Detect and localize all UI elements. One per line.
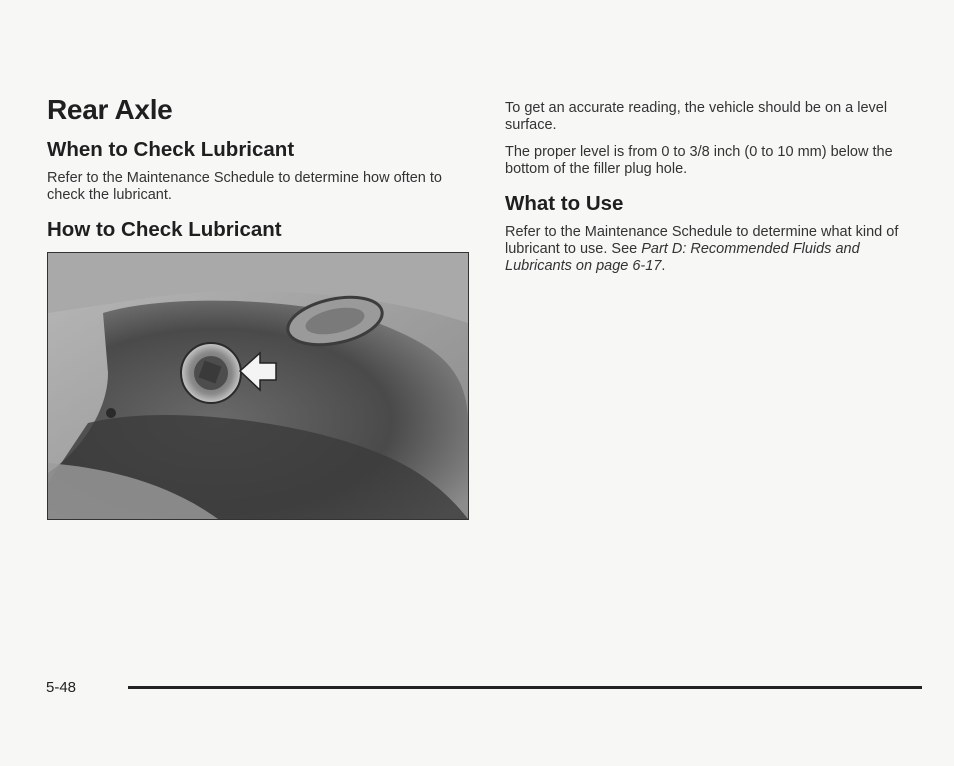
when-to-check-heading: When to Check Lubricant: [47, 138, 295, 161]
what-to-use-end: .: [661, 258, 666, 274]
axle-photo-illustration: [48, 253, 468, 519]
when-to-check-text: Refer to the Maintenance Schedule to determine how often to check the lubricant.: [47, 170, 442, 203]
what-to-use-heading: What to Use: [505, 192, 624, 215]
accurate-reading-text: To get an accurate reading, the vehicle should be on a level surface.: [505, 100, 888, 133]
page-number: 5-48: [46, 679, 77, 696]
fluids-lubricants-reference: Part D: Recommended Fluids and Lubricants on page 6-17: [505, 241, 860, 274]
how-to-check-heading: How to Check Lubricant: [47, 218, 282, 241]
page-title: Rear Axle: [47, 94, 173, 125]
what-to-use-lead: Refer to the Maintenance Schedule to determine what kind of lubricant to use. See: [505, 224, 899, 257]
filler-plug-photo: [47, 252, 469, 520]
what-to-use-text: [505, 224, 915, 275]
left-column: [47, 94, 472, 520]
proper-level-text: The proper level is from 0 to 3/8 inch (0 to 10 mm) below the bottom of the filler plug hole.: [505, 144, 893, 177]
right-column: [505, 100, 915, 285]
footer-rule: [128, 686, 922, 689]
